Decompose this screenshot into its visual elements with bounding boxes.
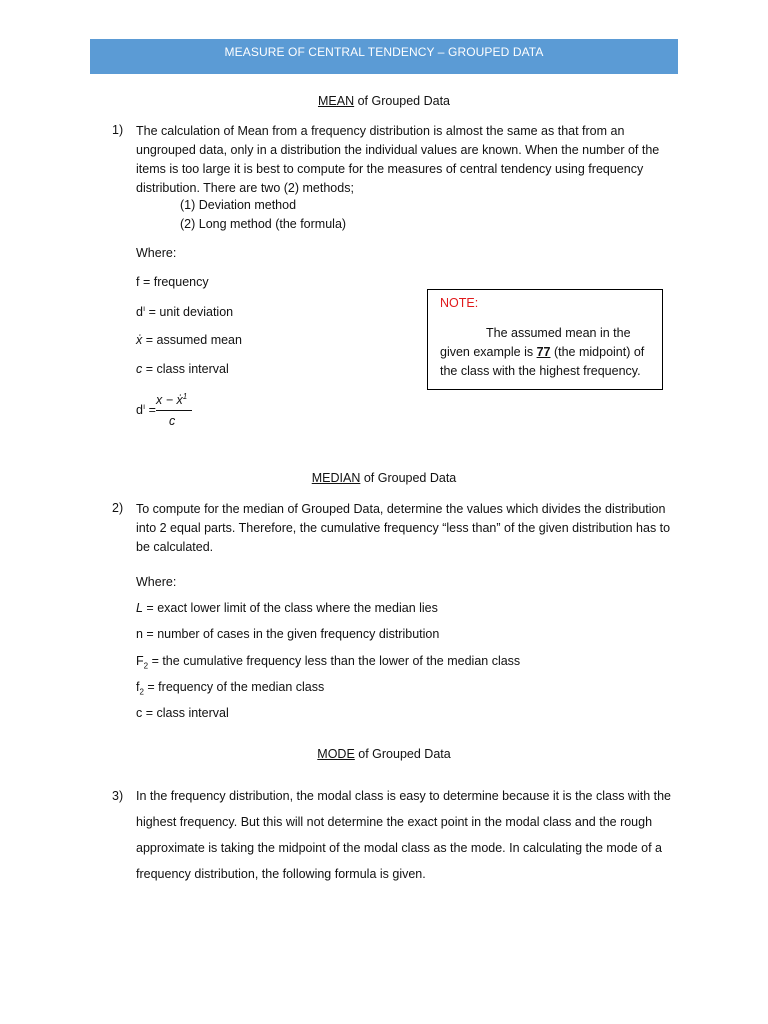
def-frequency: f = frequency <box>136 275 209 289</box>
median-def-F <box>136 654 520 671</box>
formula-lhs <box>136 402 156 417</box>
median-def-n: n = number of cases in the given frequency distribution <box>136 627 440 641</box>
fraction-bar <box>156 410 192 411</box>
median-def-L <box>136 601 438 615</box>
mean-paragraph: The calculation of Mean from a frequency distribution is almost the same as that from an ungrouped data, only in a distribution the individual values are known. When the number of the items is too large it is best to compute for the measures of central tendency using frequency distribution. There are two (2) methods; <box>136 124 660 195</box>
median-f-symbol: f <box>136 680 140 694</box>
mode-paragraph: In the frequency distribution, the modal class is easy to determine because it is the class with the highest frequency. But this will not determine the exact point in the modal class and the rough approximate is taking the midpoint of the modal class as the mode. In calculating the mode of a frequency distribution, the following formula is given. <box>136 789 671 881</box>
median-F-text: = the cumulative frequency less than the lower of the median class <box>148 654 521 668</box>
median-paragraph: To compute for the median of Grouped Data, determine the values which divides the distribution into 2 equal parts. Therefore, the cumulative frequency “less than” of the given distribution has to be calculated. <box>136 502 671 554</box>
def-unit-deviation <box>136 304 233 319</box>
median-def-c: c = class interval <box>136 706 229 720</box>
mean-number: 1) <box>112 123 124 137</box>
page-banner <box>90 39 678 74</box>
mode-number: 3) <box>112 789 124 803</box>
def-x-text: = assumed mean <box>142 333 242 347</box>
formula-eq: = <box>145 403 156 418</box>
mean-where-label: Where: <box>136 246 177 260</box>
mean-heading-rest: of Grouped Data <box>354 94 451 108</box>
note-box <box>427 289 663 390</box>
median-heading-rest: of Grouped Data <box>360 471 457 485</box>
median-L-symbol: L <box>136 601 143 615</box>
note-text-before: The assumed mean in the given example is <box>440 326 631 359</box>
def-c-symbol: c <box>136 362 143 376</box>
median-number: 2) <box>112 501 124 515</box>
formula-numerator-text: x − ẋ <box>156 393 183 408</box>
note-text-after: (the midpoint) of the class with the highest frequency. <box>440 345 645 378</box>
note-title: NOTE: <box>440 296 479 310</box>
mode-heading <box>0 747 768 761</box>
note-body <box>440 324 654 381</box>
mean-heading-word: MEAN <box>317 94 355 108</box>
median-def-f <box>136 680 324 697</box>
def-d-text: = unit deviation <box>145 305 234 320</box>
median-f-sub: 2 <box>139 687 144 697</box>
def-assumed-mean <box>136 333 242 347</box>
mode-heading-word: MODE <box>317 747 355 761</box>
formula-numerator <box>156 392 187 407</box>
def-d-symbol: d <box>136 305 143 320</box>
method-item-1: (1) Deviation method <box>180 198 297 212</box>
def-d-sup: ı <box>142 304 146 313</box>
formula-numerator-sup: 1 <box>182 392 188 401</box>
median-F-sub: 2 <box>143 661 149 671</box>
formula-d: d <box>136 403 143 418</box>
median-f-text: = frequency of the median class <box>143 680 325 694</box>
median-heading <box>0 471 768 485</box>
note-highlight: 77 <box>536 345 551 359</box>
median-where-label: Where: <box>136 575 177 589</box>
median-L-text: = exact lower limit of the class where the median lies <box>142 601 438 615</box>
def-x-symbol: ẋ <box>136 333 143 347</box>
mean-heading <box>0 94 768 108</box>
def-c-text: = class interval <box>142 362 229 376</box>
mode-heading-rest: of Grouped Data <box>354 747 451 761</box>
formula-d-sup: ı <box>142 402 146 411</box>
median-heading-word: MEDIAN <box>311 471 361 485</box>
banner-title: MEASURE OF CENTRAL TENDENCY – GROUPED DATA <box>224 45 544 59</box>
formula-denominator: c <box>169 414 176 428</box>
method-item-2: (2) Long method (the formula) <box>180 217 347 231</box>
median-F-symbol: F <box>136 654 144 668</box>
def-class-interval <box>136 362 229 376</box>
